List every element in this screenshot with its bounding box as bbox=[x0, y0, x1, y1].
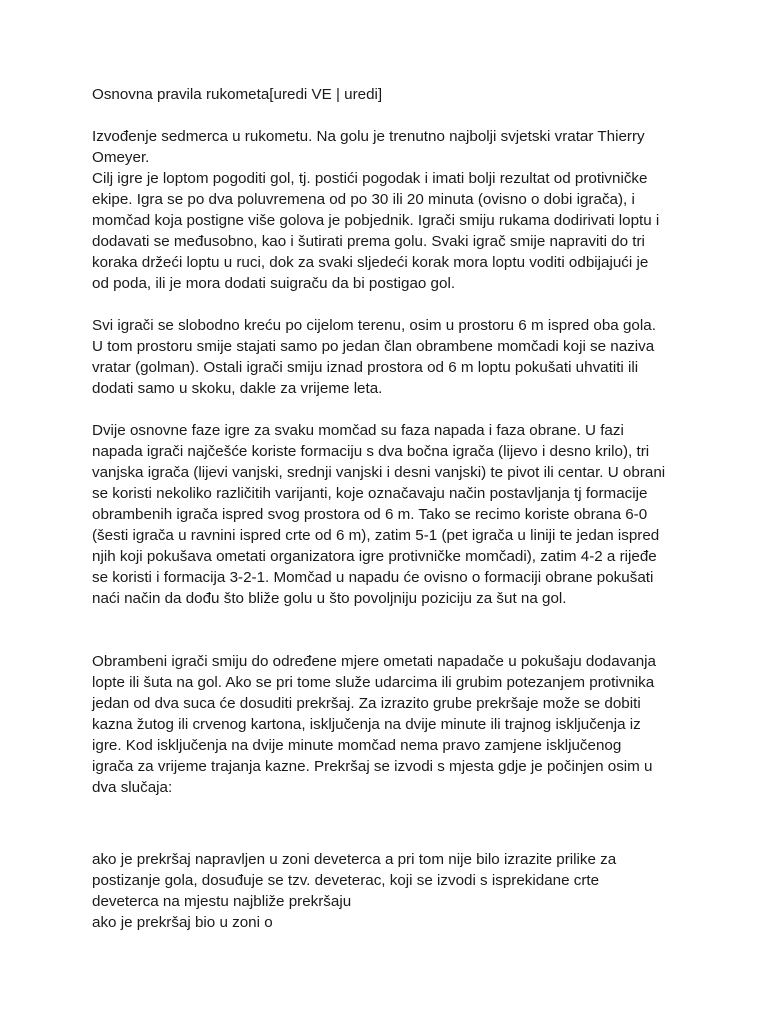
text-line: se koristi i formacija 3-2-1. Momčad u napadu će ovisno o formaciji obrane pokušati bbox=[92, 569, 654, 586]
text-line: ako je prekršaj bio u zoni o bbox=[92, 914, 273, 931]
text-line: koraka držeći loptu u ruci, dok za svaki sljedeći korak mora loptu voditi odbijajući je bbox=[92, 254, 649, 271]
document-heading: Osnovna pravila rukometa[uredi VE | uredi] bbox=[92, 86, 383, 103]
text-line: Svi igrači se slobodno kreću po cijelom terenu, osim u prostoru 6 m ispred oba gola. bbox=[92, 317, 656, 334]
text-line: ako je prekršaj napravljen u zoni deveterca a pri tom nije bilo izrazite prilike za bbox=[92, 851, 617, 868]
text-line: se koristi nekoliko različitih varijanti, koje označavaju način postavljanja tj formacije bbox=[92, 485, 648, 502]
text-line: lopte ili šuta na gol. Ako se pri tome služe udarcima ili grubim potezanjem protivnika bbox=[92, 674, 655, 691]
spacer bbox=[92, 399, 692, 420]
text-line: jedan od dva suca će dosuditi prekršaj. Za izrazito grube prekršaje može se dobiti bbox=[92, 695, 641, 712]
spacer bbox=[92, 294, 692, 315]
text-line: Dvije osnovne faze igre za svaku momčad su faza napada i faza obrane. U fazi bbox=[92, 422, 624, 439]
text-line: igrača za vrijeme trajanja kazne. Prekršaj se izvodi s mjesta gdje je počinjen osim u bbox=[92, 758, 653, 775]
document-page bbox=[92, 84, 692, 933]
text-line: (šesti igrača u ravnini ispred crte od 6 m), zatim 5-1 (pet igrača u liniji te jedan ispred bbox=[92, 527, 660, 544]
text-line: dodati samo u skoku, dakle za vrijeme leta. bbox=[92, 380, 383, 397]
text-line: Cilj igre je loptom pogoditi gol, tj. postići pogodak i imati bolji rezultat od protivničke bbox=[92, 170, 648, 187]
text-line: kazna žutog ili crvenog kartona, isključenja na dvije minute ili trajnog isključenja iz bbox=[92, 716, 641, 733]
text-line: Obrambeni igrači smiju do određene mjere ometati napadače u pokušaju dodavanja bbox=[92, 653, 656, 670]
text-line: U tom prostoru smije stajati samo po jedan član obrambene momčadi koji se naziva bbox=[92, 338, 655, 355]
text-line: postizanje gola, dosuđuje se tzv. deveterac, koji se izvodi s isprekidane crte bbox=[92, 872, 600, 889]
text-line: Izvođenje sedmerca u rukometu. Na golu je trenutno najbolji svjetski vratar Thierry bbox=[92, 128, 645, 145]
text-line: vratar (golman). Ostali igrači smiju iznad prostora od 6 m loptu pokušati uhvatiti ili bbox=[92, 359, 639, 376]
paragraph-cases bbox=[92, 849, 692, 933]
text-line: deveterca na mjestu najbliže prekršaju bbox=[92, 893, 352, 910]
spacer bbox=[92, 798, 692, 849]
text-line: njih koji pokušava ometati organizatora igre protivničke momčadi), zatim 4-2 a rijeđe bbox=[92, 548, 657, 565]
paragraph-movement bbox=[92, 315, 692, 399]
text-line: obrambenih igrača ispred svog prostora od 6 m. Tako se recimo koriste obrana 6-0 bbox=[92, 506, 648, 523]
paragraph-phases bbox=[92, 420, 692, 609]
text-line: dva slučaja: bbox=[92, 779, 173, 796]
text-line: ekipe. Igra se po dva poluvremena od po 30 ili 20 minuta (ovisno o dobi igrača), i bbox=[92, 191, 635, 208]
paragraph-intro bbox=[92, 126, 692, 294]
text-line: igre. Kod isključenja na dvije minute momčad nema pravo zamjene isključenog bbox=[92, 737, 622, 754]
text-line: napada igrači najčešće koriste formaciju s dva bočna igrača (lijevo i desno krilo), tri bbox=[92, 443, 650, 460]
spacer bbox=[92, 609, 692, 651]
text-line: naći način da dođu što bliže golu u što povoljniju poziciju za šut na gol. bbox=[92, 590, 567, 607]
spacer bbox=[92, 105, 692, 126]
paragraph-fouls bbox=[92, 651, 692, 798]
text-line: dodavati se međusobno, kao i šutirati prema golu. Svaki igrač smije napraviti do tri bbox=[92, 233, 645, 250]
text-line: Omeyer. bbox=[92, 149, 150, 166]
text-line: od poda, ili je mora dodati suigraču da bi postigao gol. bbox=[92, 275, 456, 292]
text-line: momčad koja postigne više golova je pobjednik. Igrači smiju rukama dodirivati loptu i bbox=[92, 212, 660, 229]
text-line: vanjska igrača (lijevi vanjski, srednji vanjski i desni vanjski) te pivot ili centar. U obrani bbox=[92, 464, 666, 481]
